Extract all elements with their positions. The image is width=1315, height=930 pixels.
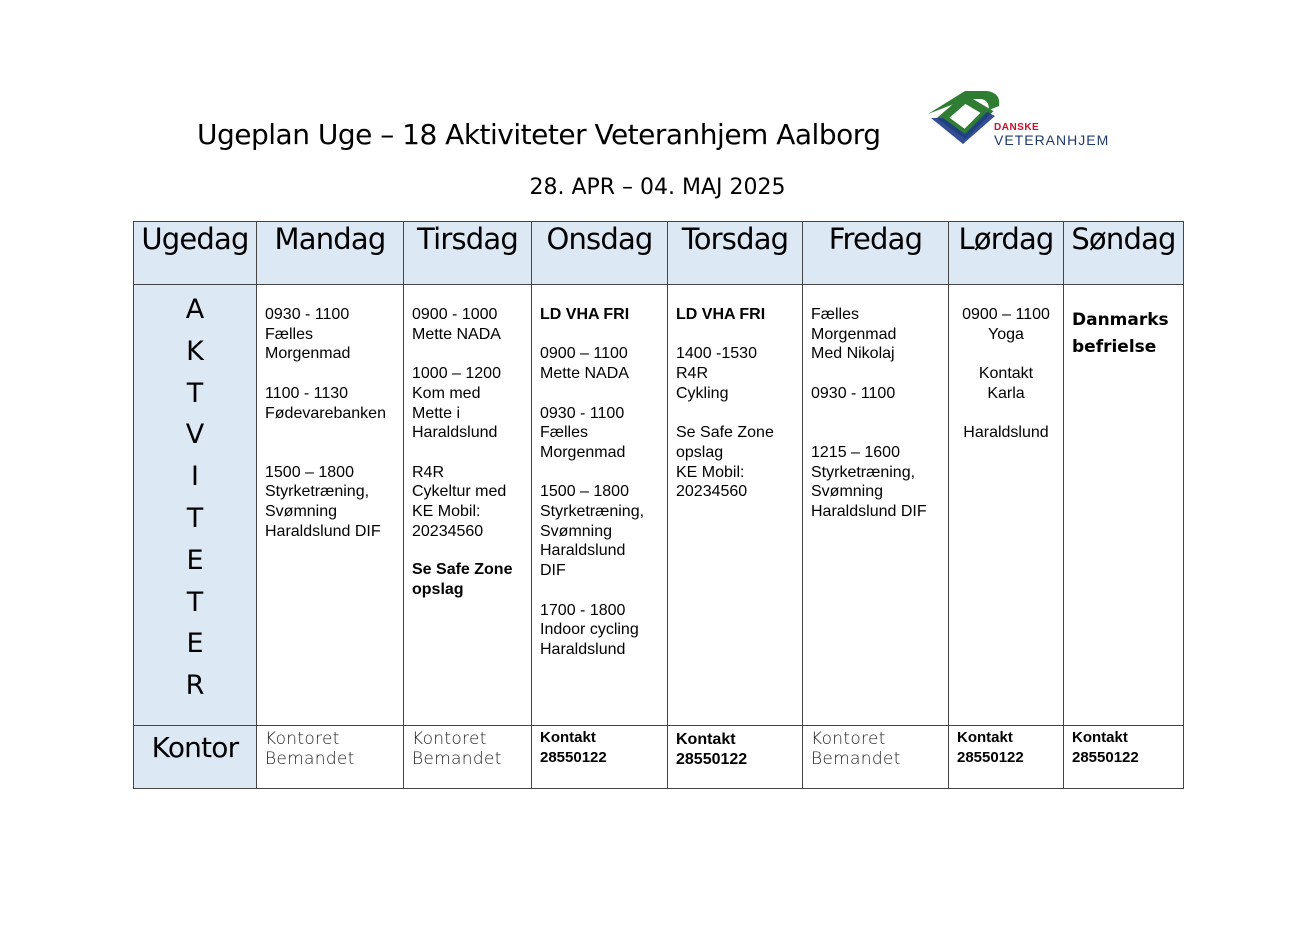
header-soendag: Søndag xyxy=(1064,222,1184,285)
activities-tirsdag xyxy=(404,285,532,726)
activity-text: 0930 - 1100 Fælles Morgenmad 1100 - 1130 Fødevarebanken 1500 – 1800 Styrketræning, Svømning Haraldslund DIF xyxy=(265,306,386,540)
header-loerdag: Lørdag xyxy=(949,222,1064,285)
header-mandag: Mandag xyxy=(257,222,404,285)
activity-text: 0900 – 1100 Mette NADA 0930 - 1100 Fælles Morgenmad 1500 – 1800 Styrketræning, Svømning Haraldslund DIF 1700 - 1800 Indoor cycling Haraldslund xyxy=(540,345,645,658)
activities-onsdag xyxy=(532,285,668,726)
side-letter: E xyxy=(186,628,204,660)
activity-text: 0900 - 1000 Mette NADA 1000 – 1200 Kom med Mette i Haraldslund R4R Cykeltur med KE Mobil: 20234560 xyxy=(412,306,507,540)
activities-mandag xyxy=(257,285,404,726)
side-letter: I xyxy=(191,461,199,493)
activity-text: Fælles Morgenmad Med Nikolaj 0930 - 1100 1215 – 1600 Styrketræning, Svømning Haraldslund DIF xyxy=(811,306,927,521)
side-letter: T xyxy=(186,377,204,409)
header-torsdag: Torsdag xyxy=(668,222,803,285)
weekly-schedule-table xyxy=(133,221,1184,789)
header-row xyxy=(134,222,1184,285)
activities-fredag xyxy=(803,285,949,726)
activity-text: 1400 -1530 R4R Cykling Se Safe Zone opslag KE Mobil: 20234560 xyxy=(676,345,774,501)
activities-loerdag xyxy=(949,285,1064,726)
side-letter: K xyxy=(186,335,204,367)
date-range: 28. APR – 04. MAJ 2025 xyxy=(529,175,786,200)
activity-bold-text: Se Safe Zone opslag xyxy=(412,561,513,599)
activity-bold-text: LD VHA FRI xyxy=(540,306,630,323)
header-fredag: Fredag xyxy=(803,222,949,285)
activity-bold-text: LD VHA FRI xyxy=(676,306,766,323)
activities-torsdag xyxy=(668,285,803,726)
header-ugedag: Ugedag xyxy=(134,222,257,285)
page-title: Ugeplan Uge – 18 Aktiviteter Veteranhjem Aalborg xyxy=(197,118,881,151)
kontor-row xyxy=(134,726,1184,789)
kontor-torsdag: Kontakt 28550122 xyxy=(668,726,803,789)
activities-row xyxy=(134,285,1184,726)
kontor-mandag: Kontoret Bemandet xyxy=(257,726,404,789)
side-letter: E xyxy=(186,544,204,576)
activity-bold-text: Danmarks befrielse xyxy=(1072,310,1169,357)
logo-text-veteranhjem: VETERANHJEM xyxy=(994,132,1110,148)
side-letter: V xyxy=(185,419,205,451)
side-letter: A xyxy=(185,294,205,325)
side-letter: R xyxy=(185,670,205,702)
header-tirsdag: Tirsdag xyxy=(404,222,532,285)
kontor-fredag: Kontoret Bemandet xyxy=(803,726,949,789)
kontor-soendag: Kontakt 28550122 xyxy=(1064,726,1184,789)
header-onsdag: Onsdag xyxy=(532,222,668,285)
kontor-loerdag: Kontakt 28550122 xyxy=(949,726,1064,789)
kontor-label: Kontor xyxy=(134,726,257,789)
activity-text: 0900 – 1100 Yoga Kontakt Karla Haraldslund xyxy=(962,306,1050,442)
kontor-onsdag: Kontakt 28550122 xyxy=(532,726,668,789)
side-letter: T xyxy=(186,502,204,534)
activities-soendag xyxy=(1064,285,1184,726)
side-letter: T xyxy=(186,586,204,618)
aktiviteter-label xyxy=(134,285,257,726)
logo-text-danske: DANSKE xyxy=(994,122,1040,133)
kontor-tirsdag: Kontoret Bemandet xyxy=(404,726,532,789)
